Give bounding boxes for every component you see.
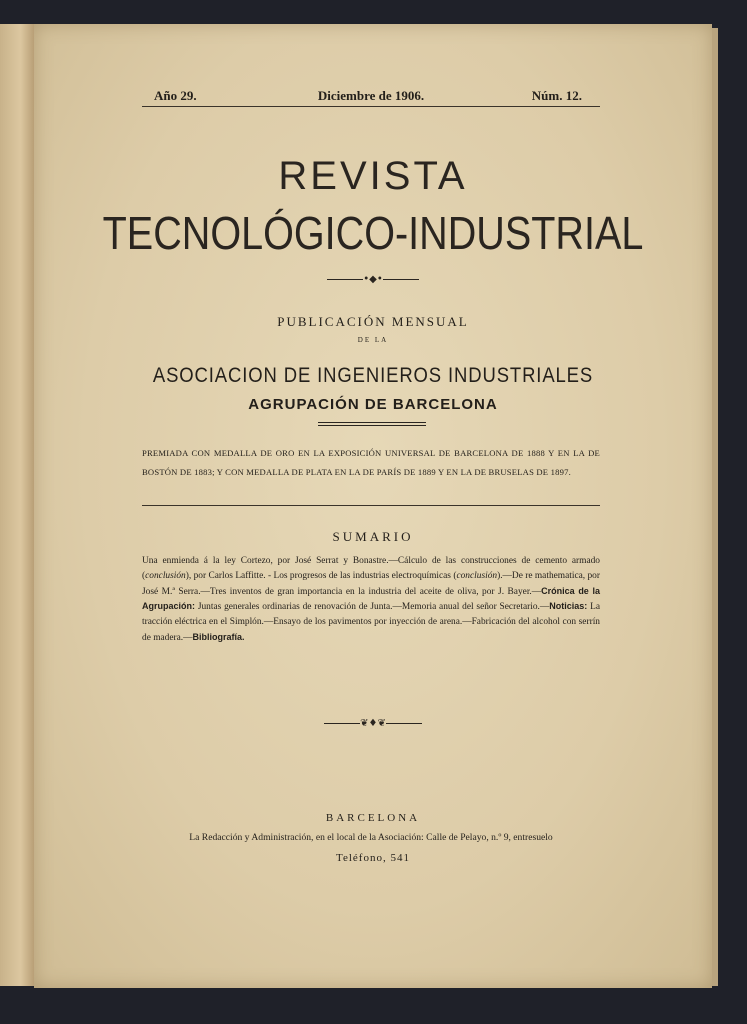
publication-city: BARCELONA: [325, 812, 421, 824]
issue-header: [142, 88, 600, 106]
summary-contents: Una enmienda á la ley Cortezo, por José Serrat y Bonastre.—Cálculo de las construcciones de cemento armado (conclusión), por Carlos Laffitte. - Los progresos de las industrias electroquímicas (conclusión).—De re mathematica, por José M.ª Serra.—Tres inventos de gran importancia en la industria del aceite de oliva, por J. Bayer.—Crónica de la Agrupación: Juntas generales ordinarias de renovación de Junta.—Memoria anual del señor Secretario.—Noticias: La tracción eléctrica en el Simplón.—Ensayo de los pavimentos por inyección de arena.—Fabricación del alcohol con serrín de madera.—Bibliografía.: [142, 556, 600, 643]
issue-year: Año 29.: [154, 88, 197, 103]
journal-cover-page: [34, 24, 712, 988]
publication-connector: DE LA: [357, 336, 389, 344]
awards-divider: [142, 505, 600, 506]
association-name: ASOCIACION DE INGENIEROS INDUSTRIALES: [152, 364, 594, 387]
branch-divider: [318, 422, 426, 426]
summary-heading: SUMARIO: [332, 529, 414, 544]
summary-ornament: ❦♦❦: [34, 718, 712, 729]
association-branch: AGRUPACIÓN DE BARCELONA: [248, 396, 498, 413]
journal-title-line1: REVISTA: [278, 154, 468, 198]
editorial-address: La Redacción y Administración, en el local de la Asociación: Calle de Pelayo, n.º 9, entresuelo: [189, 832, 553, 843]
telephone: Teléfono, 541: [336, 852, 410, 864]
facing-page-edge: [0, 24, 35, 986]
page-right-edge: [712, 28, 718, 986]
awards-notice: PREMIADA CON MEDALLA DE ORO EN LA EXPOSICIÓN UNIVERSAL DE BARCELONA DE 1888 Y EN LA DE BOSTÓN DE 1883; Y CON MEDALLA DE PLATA EN LA DE PARÍS DE 1889 Y EN LA DE BRUSELAS DE 1897.: [142, 448, 600, 477]
title-ornament: •◆•: [34, 274, 712, 285]
issue-number: Núm. 12.: [531, 88, 582, 103]
issue-date: Diciembre de 1906.: [317, 88, 425, 103]
publication-type: PUBLICACIÓN MENSUAL: [277, 314, 469, 329]
journal-title-line2: TECNOLÓGICO-INDUSTRIAL: [102, 207, 644, 259]
header-divider: [142, 106, 600, 107]
